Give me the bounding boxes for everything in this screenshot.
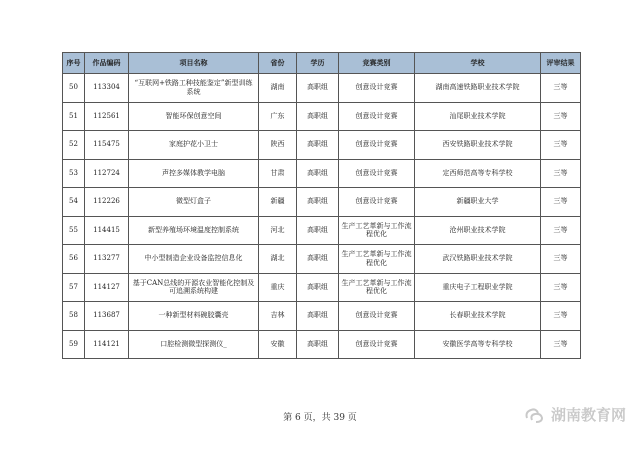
cell-no: 59 — [63, 330, 85, 359]
cell-result: 三等 — [541, 188, 581, 217]
cell-no: 53 — [63, 159, 85, 188]
table-row — [63, 245, 581, 274]
cell-name: “互联网+铁路工种技能鉴定”新型训练系统 — [129, 74, 259, 103]
cell-level: 高职组 — [297, 330, 339, 359]
cell-school: 武汉铁路职业技术学院 — [415, 245, 541, 274]
cell-code: 114127 — [85, 273, 129, 302]
cell-level: 高职组 — [297, 302, 339, 331]
cell-school: 重庆电子工程职业学院 — [415, 273, 541, 302]
cell-school: 长春职业技术学院 — [415, 302, 541, 331]
cell-result: 三等 — [541, 302, 581, 331]
cell-result: 三等 — [541, 216, 581, 245]
cell-category: 创意设计竞赛 — [339, 159, 415, 188]
cell-level: 高职组 — [297, 188, 339, 217]
col-header-level: 学历 — [297, 53, 339, 74]
cell-code: 113304 — [85, 74, 129, 103]
cell-code: 115475 — [85, 131, 129, 160]
cell-code: 114415 — [85, 216, 129, 245]
col-header-code: 作品编码 — [85, 53, 129, 74]
cell-result: 三等 — [541, 330, 581, 359]
table-row — [63, 131, 581, 160]
cell-province: 广东 — [259, 102, 297, 131]
table-row — [63, 302, 581, 331]
cell-level: 高职组 — [297, 216, 339, 245]
cell-result: 三等 — [541, 159, 581, 188]
cell-school: 沧州职业技术学院 — [415, 216, 541, 245]
col-header-province: 省份 — [259, 53, 297, 74]
cell-name: 声控多媒体教学电脑 — [129, 159, 259, 188]
table-row — [63, 188, 581, 217]
cell-level: 高职组 — [297, 245, 339, 274]
cell-no: 52 — [63, 131, 85, 160]
cell-code: 113277 — [85, 245, 129, 274]
col-header-category: 竞赛类别 — [339, 53, 415, 74]
cell-province: 湖南 — [259, 74, 297, 103]
cell-province: 重庆 — [259, 273, 297, 302]
cell-province: 河北 — [259, 216, 297, 245]
cell-school: 湖南高速铁路职业技术学院 — [415, 74, 541, 103]
cell-no: 57 — [63, 273, 85, 302]
col-header-school: 学校 — [415, 53, 541, 74]
table-row — [63, 74, 581, 103]
cell-level: 高职组 — [297, 74, 339, 103]
page-footer: 第 6 页，共 39 页 — [283, 413, 357, 423]
table-row — [63, 216, 581, 245]
cell-category: 生产工艺革新与工作流程优化 — [339, 245, 415, 274]
cell-result: 三等 — [541, 74, 581, 103]
cell-category: 创意设计竞赛 — [339, 102, 415, 131]
cell-no: 55 — [63, 216, 85, 245]
col-header-name: 项目名称 — [129, 53, 259, 74]
wechat-logo-icon — [523, 406, 545, 424]
cell-school: 定西师范高等专科学校 — [415, 159, 541, 188]
cell-category: 生产工艺革新与工作流程优化 — [339, 216, 415, 245]
cell-no: 56 — [63, 245, 85, 274]
cell-category: 创意设计竞赛 — [339, 131, 415, 160]
table-row — [63, 159, 581, 188]
watermark-text: 湖南教育网 — [550, 406, 626, 424]
cell-province: 湖北 — [259, 245, 297, 274]
table-header-row — [63, 53, 581, 74]
cell-code: 114121 — [85, 330, 129, 359]
cell-result: 三等 — [541, 245, 581, 274]
col-header-no: 序号 — [63, 53, 85, 74]
cell-result: 三等 — [541, 273, 581, 302]
cell-code: 113687 — [85, 302, 129, 331]
cell-no: 54 — [63, 188, 85, 217]
cell-province: 陕西 — [259, 131, 297, 160]
cell-category: 创意设计竞赛 — [339, 74, 415, 103]
cell-province: 吉林 — [259, 302, 297, 331]
cell-name: 新型养殖场环境温度控制系统 — [129, 216, 259, 245]
cell-level: 高职组 — [297, 102, 339, 131]
cell-code: 112226 — [85, 188, 129, 217]
cell-school: 汕尾职业技术学院 — [415, 102, 541, 131]
watermark — [523, 404, 626, 425]
cell-school: 新疆职业大学 — [415, 188, 541, 217]
cell-school: 安徽医学高等专科学校 — [415, 330, 541, 359]
cell-name: 中小型制造企业设备监控信息化 — [129, 245, 259, 274]
cell-level: 高职组 — [297, 273, 339, 302]
cell-name: 一种新型材料碗胶囊壳 — [129, 302, 259, 331]
cell-category: 创意设计竞赛 — [339, 330, 415, 359]
table-row — [63, 330, 581, 359]
cell-category: 创意设计竞赛 — [339, 188, 415, 217]
cell-level: 高职组 — [297, 131, 339, 160]
col-header-result: 评审结果 — [541, 53, 581, 74]
cell-province: 甘肃 — [259, 159, 297, 188]
cell-category: 创意设计竞赛 — [339, 302, 415, 331]
cell-no: 58 — [63, 302, 85, 331]
cell-province: 新疆 — [259, 188, 297, 217]
cell-code: 112724 — [85, 159, 129, 188]
table-row — [63, 273, 581, 302]
cell-category: 生产工艺革新与工作流程优化 — [339, 273, 415, 302]
cell-province: 安徽 — [259, 330, 297, 359]
award-table — [62, 52, 581, 359]
cell-name: 微型灯盒子 — [129, 188, 259, 217]
cell-level: 高职组 — [297, 159, 339, 188]
cell-name: 口腔检测微型探测仪_ — [129, 330, 259, 359]
cell-no: 50 — [63, 74, 85, 103]
cell-result: 三等 — [541, 102, 581, 131]
cell-result: 三等 — [541, 131, 581, 160]
cell-name: 基于CAN总线的开源农业智能化控制及可追溯系统构建 — [129, 273, 259, 302]
cell-name: 智能环保创意空间 — [129, 102, 259, 131]
cell-name: 家庭护花小卫士 — [129, 131, 259, 160]
cell-school: 西安铁路职业技术学院 — [415, 131, 541, 160]
cell-code: 112561 — [85, 102, 129, 131]
cell-no: 51 — [63, 102, 85, 131]
table-row — [63, 102, 581, 131]
